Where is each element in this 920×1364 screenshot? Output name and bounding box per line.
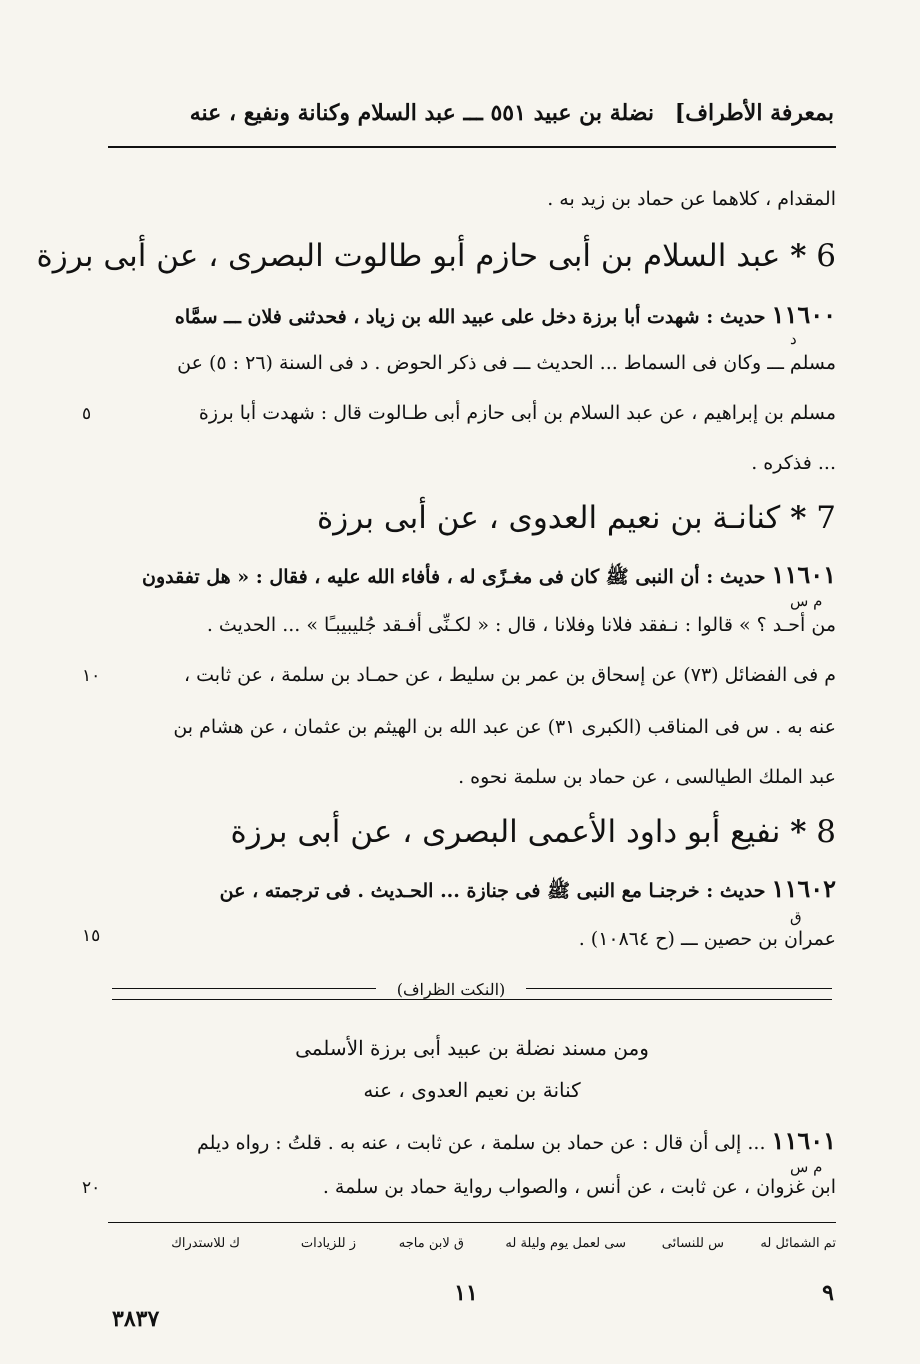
page-number: ١١ <box>454 1280 478 1306</box>
divider-title: (النكت الظراف) <box>376 980 526 999</box>
line-marker: ١٠ <box>82 666 101 686</box>
text-line: من أحـد ؟ » قالوا : نـفقد فلانا وفلانا ، قال : « لكـنِّى أفـقد جُليبيبـًا » ... الحديث . <box>206 614 836 636</box>
source-symbol: م س <box>790 1158 823 1176</box>
text-line: ... فذكره . <box>751 452 836 474</box>
legend-item: ز للزيادات <box>300 1236 356 1251</box>
entry-heading-7 <box>112 500 836 536</box>
star-mark: * <box>790 500 807 536</box>
hadith-number: ١١٦٠٠ <box>771 300 836 329</box>
source-symbol: د <box>790 330 797 348</box>
entry-heading-8 <box>112 814 836 850</box>
line-marker: ٢٠ <box>82 1178 101 1198</box>
entry-number: 6 <box>816 238 836 274</box>
footer-rule <box>108 1222 836 1223</box>
footer-legend <box>112 1236 836 1258</box>
hadith-number: ١١٦٠١ <box>771 560 836 589</box>
hadith-11601 <box>112 560 836 593</box>
entry-heading-6 <box>36 238 836 274</box>
source-symbol: م س <box>790 592 823 610</box>
line-marker: ١٥ <box>82 926 101 946</box>
hadith-text: حديث : أن النبى ﷺ كان فى مغـزًى له ، فأفاء الله عليه ، فقال : « هل تفقدون <box>142 566 766 588</box>
legend-item: سى لعمل يوم وليلة له <box>505 1236 626 1251</box>
text-line: مسلم ـــ وكان فى السماط ... الحديث ـــ فى ذكر الحوض . د فى السنة (٢٦ : ٥) عن <box>177 352 836 374</box>
hadith-text: حديث : شهدت أبا برزة دخل على عبيد الله بن زياد ، فحدثنى فلان ـــ سمَّاه <box>174 306 766 328</box>
text-line: عنه به . س فى المناقب (الكبرى ٣١) عن عبد الله بن الهيثم بن عثمان ، عن هشام بن <box>173 716 836 738</box>
entry-title: كنانـة بن نعيم العدوى ، عن أبى برزة <box>317 500 781 536</box>
section-title: ومن مسند نضلة بن عبيد أبى برزة الأسلمى <box>295 1036 649 1060</box>
text-line: عبد الملك الطيالسى ، عن حماد بن سلمة نحوه . <box>458 766 836 788</box>
legend-item: ك للاستدراك <box>171 1236 240 1251</box>
hadith-number: ١١٦٠١ <box>771 1126 836 1155</box>
star-mark: * <box>790 238 807 274</box>
hadith-11602 <box>112 874 836 907</box>
nukat-11601 <box>112 1126 836 1155</box>
section-subtitle: كنانة بن نعيم العدوى ، عنه <box>363 1078 581 1102</box>
hadith-number: ١١٦٠٢ <box>771 874 836 903</box>
serial-number: ٣٨٣٧ <box>112 1306 160 1332</box>
header-rule <box>108 146 836 148</box>
text-line: المقدام ، كلاهما عن حماد بن زيد به . <box>547 188 836 210</box>
star-mark: * <box>790 814 807 850</box>
legend-item: س للنسائى <box>661 1236 724 1251</box>
source-symbol: ق <box>790 908 802 926</box>
header-right: بمعرفة الأطراف] <box>674 100 834 126</box>
nukat-text: ... إلى أن قال : عن حماد بن سلمة ، عن ثابت ، عنه به . قلتُ : رواه ديلم <box>196 1132 766 1154</box>
header-title: نضلة بن عبيد ٥٥١ ـــ عبد السلام وكنانة ونفيع ، عنه <box>189 100 654 126</box>
volume-number: ٩ <box>822 1280 834 1306</box>
entry-number: 8 <box>816 814 836 850</box>
text-line: ابن غزوان ، عن ثابت ، عن أنس ، والصواب رواية حماد بن سلمة . <box>322 1176 836 1198</box>
legend-item: ق لابن ماجه <box>398 1236 464 1251</box>
entry-title: نفيع أبو داود الأعمى البصرى ، عن أبى برزة <box>230 814 781 850</box>
hadith-11600 <box>112 300 836 329</box>
text-line: مسلم بن إبراهيم ، عن عبد السلام بن أبى حازم أبى طـالوت قال : شهدت أبا برزة <box>198 402 836 424</box>
line-marker: ٥ <box>82 404 92 424</box>
entry-title: عبد السلام بن أبى حازم أبو طالوت البصرى ، عن أبى برزة <box>36 238 781 274</box>
legend-item: تم الشمائل له <box>760 1236 836 1251</box>
text-line: عمران بن حصين ـــ (ح ١٠٨٦٤) . <box>578 928 836 950</box>
entry-number: 7 <box>816 500 836 536</box>
running-header <box>112 100 834 140</box>
hadith-text: حديث : خرجنـا مع النبى ﷺ فى جنازة ... الحـديث . فى ترجمته ، عن <box>219 880 766 902</box>
text-line: م فى الفضائل (٧٣) عن إسحاق بن عمر بن سليط ، عن حمـاد بن سلمة ، عن ثابت ، <box>183 664 836 686</box>
